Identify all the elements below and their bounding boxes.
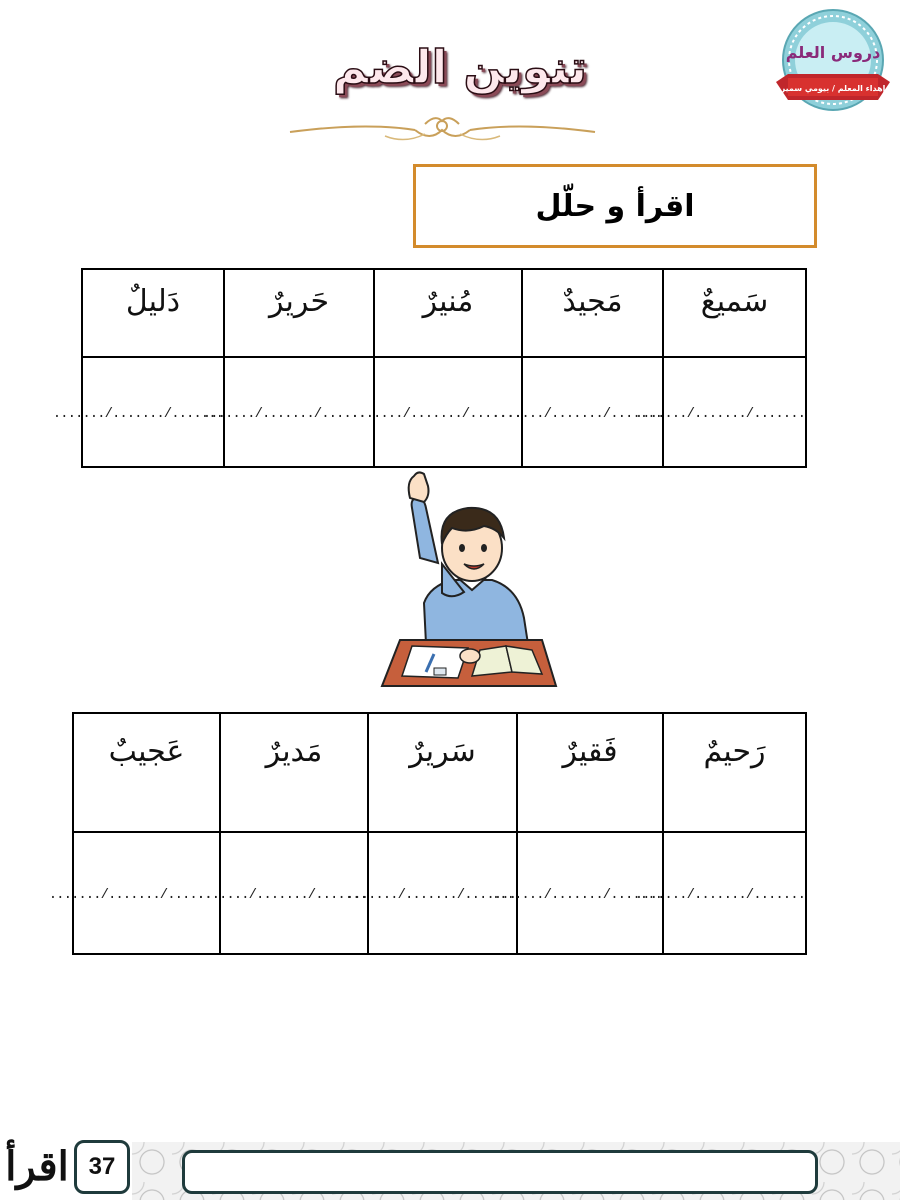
logo-title: دروس العلم — [785, 43, 881, 62]
logo — [770, 8, 896, 120]
page-number-badge — [74, 1140, 130, 1194]
word-cell — [73, 713, 220, 832]
syllable-blank: ......./......./....... — [491, 406, 662, 422]
syllable-blank: ......./......./....... — [634, 406, 805, 422]
answer-cell[interactable] — [202, 357, 374, 467]
word-cell — [224, 269, 374, 357]
syllable-blank: ......./......./....... — [634, 887, 805, 903]
word-table-1 — [52, 268, 807, 468]
syllable-blank: ......./......./....... — [52, 406, 223, 422]
table-row — [73, 713, 806, 832]
table-row — [82, 357, 806, 467]
word-cell — [82, 269, 224, 357]
answer-cell[interactable] — [345, 832, 517, 954]
word: دَليلٌ — [125, 284, 181, 319]
word-cell — [663, 269, 806, 357]
syllable-blank: ......./......./....... — [350, 406, 521, 422]
syllable-blank: ......./......./....... — [48, 887, 219, 903]
answer-cell[interactable] — [350, 357, 522, 467]
syllable-blank: ......./......./....... — [491, 887, 662, 903]
calligraphy-logo — [2, 1110, 72, 1198]
instruction-text: اقرأ و حلّل — [535, 188, 695, 224]
word: فَقيرٌ — [562, 734, 618, 769]
answer-cell[interactable] — [634, 357, 806, 467]
page-number: 37 — [88, 1153, 116, 1180]
footer-box — [182, 1150, 818, 1194]
student-illustration — [372, 468, 562, 698]
syllable-blank: ......./......./....... — [196, 887, 367, 903]
ornament-divider — [285, 112, 600, 148]
word-cell — [220, 713, 368, 832]
calligraphy-text: اقرأ — [5, 1143, 69, 1190]
word-table-2 — [48, 712, 807, 955]
answer-cell[interactable] — [634, 832, 806, 954]
answer-cell[interactable] — [48, 832, 220, 954]
word-cell — [368, 713, 517, 832]
answer-cell[interactable] — [491, 832, 663, 954]
table-row — [73, 832, 806, 954]
syllable-blank: ......./......./....... — [202, 406, 373, 422]
syllable-blank: ......./......./....... — [345, 887, 516, 903]
word: مُنيرٌ — [422, 284, 474, 319]
word: حَريرٌ — [269, 284, 329, 319]
word: سَميعٌ — [700, 284, 769, 319]
answer-cell[interactable] — [491, 357, 663, 467]
instruction-box — [413, 164, 817, 248]
word-cell — [517, 713, 663, 832]
word-cell — [374, 269, 522, 357]
word-cell — [522, 269, 663, 357]
word: رَحيمٌ — [703, 734, 766, 769]
word: مَجيدٌ — [562, 284, 623, 319]
word-cell — [663, 713, 806, 832]
word: سَريرٌ — [409, 734, 476, 769]
word: مَديرٌ — [265, 734, 323, 769]
logo-ribbon: إهداء المعلم / بيومي سمير — [780, 84, 886, 93]
answer-cell[interactable] — [196, 832, 368, 954]
word: عَجيبٌ — [108, 734, 185, 769]
page-title: تنوين الضم — [332, 40, 587, 94]
table-row — [82, 269, 806, 357]
answer-cell[interactable] — [52, 357, 224, 467]
